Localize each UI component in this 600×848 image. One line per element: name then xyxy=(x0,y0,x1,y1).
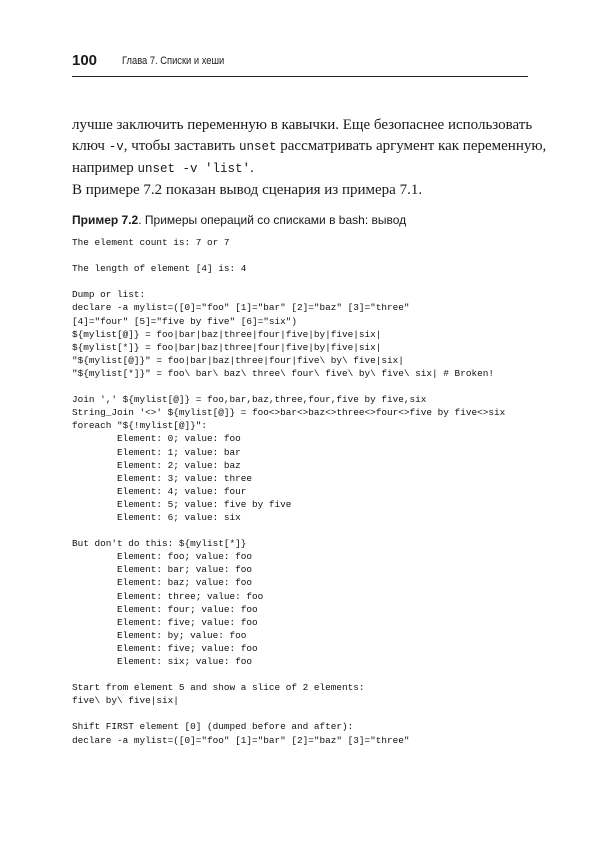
inline-code: unset -v 'list' xyxy=(137,162,250,176)
example-label: Пример 7.2 xyxy=(72,213,139,227)
code-line: Element: 2; value: baz xyxy=(72,459,241,471)
code-line: Dump or list: xyxy=(72,289,146,301)
code-line: But don't do this: ${mylist[*]} xyxy=(72,538,247,550)
code-line: declare -a mylist=([0]="foo" [1]="bar" [2]="baz" [3]="three" xyxy=(72,734,410,746)
code-line: [4]="four" [5]="five by five" [6]="six") xyxy=(72,315,298,327)
code-line: Element: 6; value: six xyxy=(72,511,241,523)
code-line: Element: six; value: foo xyxy=(72,656,253,667)
code-line: Element: 0; value: foo xyxy=(72,433,241,445)
text-run: ключ xyxy=(72,138,109,154)
code-line: "${mylist[*]}" = foo\ bar\ baz\ three\ four\ five\ by\ five\ six| # Broken! xyxy=(72,367,494,379)
text-run: , чтобы заставить xyxy=(123,138,239,154)
code-line: Element: bar; value: foo xyxy=(72,564,253,576)
code-line: Element: four; value: foo xyxy=(72,603,258,615)
code-listing xyxy=(72,236,505,747)
page-number: 100 xyxy=(72,52,98,69)
code-line: Shift FIRST element [0] (dumped before and after): xyxy=(72,721,354,733)
code-line: five\ by\ five|six| xyxy=(72,695,179,707)
inline-code: unset xyxy=(238,140,277,154)
code-line: String_Join '<>' ${mylist[@]} = foo<>bar<>baz<>three<>four<>five by five<>six xyxy=(72,407,506,419)
code-line: Start from element 5 and show a slice of 2 elements: xyxy=(72,682,365,694)
page-header xyxy=(72,52,528,77)
code-line: foreach "${!mylist[@]}": xyxy=(72,420,208,432)
chapter-title: Глава 7. Списки и хеши xyxy=(122,55,225,67)
code-line: ${mylist[*]} = foo|bar|baz|three|four|five|by|five|six| xyxy=(72,341,382,353)
code-line: Join ',' ${mylist[@]} = foo,bar,baz,three,four,five by five,six xyxy=(72,394,427,406)
example-caption xyxy=(72,213,406,227)
code-line: The length of element [4] is: 4 xyxy=(72,263,247,275)
code-line: ${mylist[@]} = foo|bar|baz|three|four|five|by|five|six| xyxy=(72,328,382,340)
code-line: Element: foo; value: foo xyxy=(72,551,253,563)
code-line: Element: three; value: foo xyxy=(72,590,264,602)
example-caption-text: . Примеры операций со списками в bash: вывод xyxy=(138,213,407,227)
paragraph-line xyxy=(72,115,532,136)
code-line: Element: by; value: foo xyxy=(72,629,247,641)
code-line: Element: 3; value: three xyxy=(72,472,253,484)
code-line: Element: 1; value: bar xyxy=(72,446,241,458)
text-run: например xyxy=(72,160,138,176)
code-line: Element: 4; value: four xyxy=(72,485,247,497)
body-paragraph xyxy=(72,115,547,180)
text-run: лучше заключить переменную в кавычки. Еще безопаснее использовать xyxy=(72,117,533,133)
code-line: Element: 5; value: five by five xyxy=(72,498,292,510)
body-paragraph: В примере 7.2 показан вывод сценария из примера 7.1. xyxy=(72,182,423,198)
paragraph-line xyxy=(72,136,547,158)
inline-code: -v xyxy=(108,140,124,154)
text-run: рассматривать аргумент как переменную, xyxy=(276,138,547,154)
code-line: Element: five; value: foo xyxy=(72,616,258,628)
code-line: Element: baz; value: foo xyxy=(72,577,253,589)
text-run: . xyxy=(249,160,254,176)
code-line: "${mylist[@]}" = foo|bar|baz|three|four|five\ by\ five|six| xyxy=(72,354,404,366)
code-line: The element count is: 7 or 7 xyxy=(72,237,230,248)
code-line: declare -a mylist=([0]="foo" [1]="bar" [2]="baz" [3]="three" xyxy=(72,302,410,314)
code-line: Element: five; value: foo xyxy=(72,642,258,654)
paragraph-line xyxy=(72,158,532,180)
